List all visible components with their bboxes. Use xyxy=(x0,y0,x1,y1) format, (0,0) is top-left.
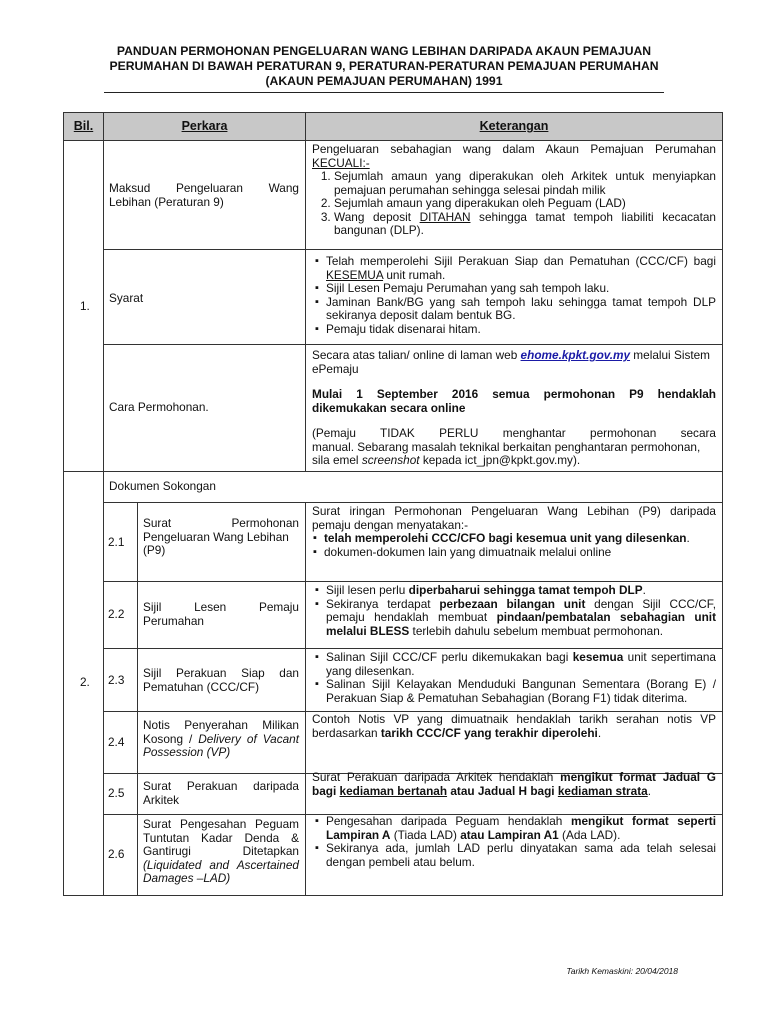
row-2-2-item-1 xyxy=(326,584,716,598)
header-keterangan-label: Keterangan xyxy=(479,119,549,133)
row-1b-item-2: ▪ Sijil Lesen Pemaju Perumahan yang sah tempoh laku. xyxy=(326,282,716,296)
row-2-5-num: 2.5 xyxy=(108,786,125,800)
row-2-6-item-2: ▪ Sekiranya ada, jumlah LAD perlu dinyatakan sama ada telah selesai dengan pembeli atau belum. xyxy=(326,842,716,869)
row-1a-item-1: 1. Sejumlah amaun yang diperakukan oleh Arkitek untuk menyiapkan pemajuan perumahan sehingga selesai pindah milik xyxy=(334,170,716,197)
row-2-3-perkara xyxy=(143,667,299,694)
header-perkara-label: Perkara xyxy=(181,119,228,133)
row-2-4-k-l1: Contoh Notis VP yang dimuatnaik hendaklah tarikh serahan notis VP xyxy=(312,712,716,726)
row-2-1-perkara-l1: Surat Permohonan xyxy=(143,516,299,530)
row-2-6-perkara-l3: Gantirugi Ditetapkan xyxy=(143,844,299,858)
title-line-2: PERUMAHAN DI BAWAH PERATURAN 9, PERATURAN-PERATURAN PEMAJUAN PERUMAHAN xyxy=(109,59,659,73)
section-1-number: 1. xyxy=(80,299,90,313)
row-1b-item-1 xyxy=(326,255,716,282)
row-1a-keterangan xyxy=(312,143,716,238)
row-2-1-item-1-bold: telah memperolehi CCC/CFO bagi kesemua unit yang dilesenkan xyxy=(324,531,687,545)
row-2-6-item-1-bold: mengikut format seperti Lampiran A xyxy=(326,814,716,842)
header-bil xyxy=(63,112,104,141)
row-2-2-item-2-bold2: pindaan/pembatalan sebahagian unit melalui BLESS xyxy=(326,610,716,638)
row-2-3-item-1-bold: kesemua xyxy=(572,650,624,664)
title-divider xyxy=(104,92,664,93)
row-2-2-item-2 xyxy=(326,598,716,639)
row-2-4-keterangan xyxy=(312,713,716,740)
ehome-link[interactable]: ehome.kpkt.gov.my xyxy=(520,348,631,362)
row-2-6-list xyxy=(312,815,716,869)
row-2-5-k-l1 xyxy=(312,771,716,785)
row-2-3-item-1 xyxy=(326,651,716,678)
row-1a-perkara xyxy=(109,182,299,196)
row-2-5-perkara-l2: Arkitek xyxy=(143,792,180,807)
row-2-2-item-2-post: terlebih dahulu sebelum membuat permohonan. xyxy=(409,623,664,638)
row-2-3-keterangan xyxy=(312,651,716,705)
row-1a-item-3 xyxy=(334,211,716,238)
row-2-2-perkara-l1: Sijil Lesen Pemaju xyxy=(143,600,299,614)
header-keterangan xyxy=(305,112,723,141)
row-2-1-keterangan xyxy=(312,505,716,559)
row-2-1-item-2: ▪ dokumen-dokumen lain yang dimuatnaik melalui online xyxy=(324,546,716,560)
row-1b-item-1-pre: Telah memperolehi Sijil Perakuan Siap dan Pematuhan (CCC/CF) bagi xyxy=(326,254,716,268)
row-2-3-item-1-pre: Salinan Sijil CCC/CF perlu dikemukakan bagi xyxy=(326,650,573,664)
title-line-1: PANDUAN PERMOHONAN PENGELUARAN WANG LEBIHAN DARIPADA AKAUN PEMAJUAN xyxy=(116,44,652,58)
row-2-4-perkara-l2-italic: Delivery of Vacant xyxy=(198,731,300,746)
row-2-2-item-2-bold: perbezaan bilangan unit xyxy=(439,596,586,611)
row-2-6-item-1-mid: (Tiada LAD) xyxy=(390,827,461,842)
title-line-3: (AKAUN PEMAJUAN PERUMAHAN) 1991 xyxy=(265,74,503,88)
row-2-1-perkara-l3: (P9) xyxy=(143,543,166,557)
row-2-1-perkara xyxy=(143,517,299,558)
row-2-5-k-l2-end: . xyxy=(647,783,651,798)
row-2-5-kediaman-bertanah: kediaman bertanah xyxy=(339,783,448,798)
row-2-5-k-l2-a: bagi xyxy=(312,783,340,798)
row-2-1-list xyxy=(312,532,716,559)
row-1c-screenshot: screenshot xyxy=(361,453,420,467)
row-2-2-item-2-pre: Sekiranya terdapat xyxy=(326,596,440,611)
row-2-2-item-1-post: . xyxy=(642,583,646,597)
row-1c-para-1 xyxy=(312,349,716,376)
row-2-6-perkara-l2: Tuntutan Kadar Denda & xyxy=(143,830,299,845)
row-2-3-perkara-l2: Pematuhan (CCC/CF) xyxy=(143,679,260,694)
row-2-2-num: 2.2 xyxy=(108,607,125,621)
row-1c-para-3-line3 xyxy=(312,454,716,468)
row-1b-item-3: ▪ Jaminan Bank/BG yang sah tempoh laku sehingga tamat tempoh DLP sekiranya deposit dalam bentuk BG. xyxy=(326,296,716,323)
row-2-4-num: 2.4 xyxy=(108,735,125,749)
row-2-4-k-l2-pre: berdasarkan xyxy=(312,725,381,740)
row-2-5-kediaman-strata: kediaman strata xyxy=(557,783,648,798)
row-2-6-item-1 xyxy=(326,815,716,842)
row-2-1-item-1-end: . xyxy=(686,531,690,545)
row-2-1-k-l2: pemaju dengan menyatakan:- xyxy=(312,517,469,532)
row-2-3-item-1-post: unit sepertimana yang dilesenkan. xyxy=(326,650,716,678)
row-2-6-num: 2.6 xyxy=(108,847,125,861)
row-2-6-keterangan xyxy=(312,815,716,869)
row-1a-kecuali: KECUALI:- xyxy=(312,155,370,170)
row-2-4-k-l2-bold: tarikh CCC/CF yang terakhir diperolehi xyxy=(380,725,598,740)
row-2-3-num: 2.3 xyxy=(108,673,125,687)
row-1a-intro: Pengeluaran sebahagian wang dalam Akaun Pemajuan Perumahan xyxy=(312,142,716,156)
section-2-number: 2. xyxy=(80,675,90,689)
document-title xyxy=(104,44,664,89)
row-2-2-perkara-l2: Perumahan xyxy=(143,613,204,628)
row-2-6-item-1-bold2: atau Lampiran A1 xyxy=(460,827,559,842)
row-2-4-perkara-l2 xyxy=(143,733,299,747)
row-1c-keterangan xyxy=(312,349,716,468)
row-1c-para-3-post: kepada ict_jpn@kpkt.gov.my). xyxy=(419,453,581,467)
row-2-6-item-1-post: (Ada LAD). xyxy=(558,827,621,842)
row-1b-perkara: Syarat xyxy=(109,291,144,305)
row-2-6-perkara-l4: (Liquidated and Ascertained xyxy=(143,857,299,872)
row-2-5-perkara xyxy=(143,780,299,807)
row-2-5-k-l1-bold: mengikut format Jadual G xyxy=(560,770,716,784)
row-2-5-k-l1-pre: Surat Perakuan daripada Arkitek hendaklah xyxy=(312,770,561,784)
row-1b-item-1-post: unit rumah. xyxy=(383,267,446,282)
row-2-4-perkara-l3: Possession (VP) xyxy=(143,745,231,759)
row-1a-item-2: 2. Sejumlah amaun yang diperakukan oleh Peguam (LAD) xyxy=(334,197,716,211)
row-2-2-item-1-pre: Sijil lesen perlu xyxy=(326,583,409,597)
row-1a-item-3-post: sehingga tamat tempoh liabiliti kecacatan bangunan (DLP). xyxy=(334,209,716,237)
row-2-6-perkara xyxy=(143,818,299,886)
row-2-1-num: 2.1 xyxy=(108,535,125,549)
row-1a-item-3-pre: Wang deposit xyxy=(334,209,420,224)
row-2-1-perkara-l2: Pengeluaran Wang Lebihan xyxy=(143,529,289,544)
row-1a-item-3-ditahan: DITAHAN xyxy=(419,209,471,224)
row-2-3-perkara-l1: Sijil Perakuan Siap dan xyxy=(143,666,299,680)
row-1c-para-3-line2: manual. Sebarang masalah teknikal berkaitan penghantaran permohonan, xyxy=(312,439,701,454)
row-2-5-k-l2 xyxy=(312,785,716,799)
row-1c-notice-line2: dikemukakan secara online xyxy=(312,400,466,415)
row-1c-notice-line1: Mulai 1 September 2016 semua permohonan P9 hendaklah xyxy=(312,387,716,401)
row-2-5-keterangan xyxy=(312,771,716,798)
row-2-4-perkara xyxy=(143,719,299,760)
row-2-2-keterangan xyxy=(312,584,716,638)
row-2-1-item-1 xyxy=(324,532,716,546)
row-1b-keterangan xyxy=(312,255,716,336)
row-2-6-perkara-l5: Damages –LAD) xyxy=(143,871,231,885)
row-2-3-list xyxy=(312,651,716,705)
row-2-2-item-2-mid: dengan Sijil CCC/CF, pemaju hendaklah membuat xyxy=(326,596,716,624)
row-1c-para-3-line1: (Pemaju TIDAK PERLU menghantar permohonan secara xyxy=(312,426,716,440)
header-bil-label: Bil. xyxy=(73,119,94,133)
row-1b-item-1-kesemua: KESEMUA xyxy=(326,267,384,282)
row-1c-para-1-pre: Secara atas talian/ online di laman web xyxy=(312,348,521,362)
row-1b-item-4: ▪ Pemaju tidak disenarai hitam. xyxy=(326,323,716,337)
row-2-6-item-1-pre: Pengesahan daripada Peguam hendaklah xyxy=(326,814,571,828)
row-2-4-perkara-l1: Notis Penyerahan Milikan xyxy=(143,718,299,732)
section-2-heading: Dokumen Sokongan xyxy=(109,479,216,493)
row-2-5-k-l2-b: atau Jadual H bagi xyxy=(447,783,558,798)
row-2-1-k-l1: Surat iringan Permohonan Pengeluaran Wang Lebihan (P9) daripada xyxy=(312,504,716,518)
row-1a-perkara-line2: Lebihan (Peraturan 9) xyxy=(109,195,224,209)
row-1c-para-1-post: melalui Sistem ePemaju xyxy=(312,348,711,376)
row-2-2-perkara xyxy=(143,601,299,628)
last-updated-date: Tarikh Kemaskini: 20/04/2018 xyxy=(566,966,678,976)
row-2-2-list xyxy=(312,584,716,638)
row-2-6-perkara-l1: Surat Pengesahan Peguam xyxy=(143,817,299,831)
row-2-4-k-l2 xyxy=(312,727,716,741)
row-2-4-perkara-l2-pre: Kosong / xyxy=(143,731,199,746)
row-1b-list xyxy=(312,255,716,336)
row-2-5-perkara-l1: Surat Perakuan daripada xyxy=(143,779,299,793)
row-2-3-item-2: ▪ Salinan Sijil Kelayakan Menduduki Bangunan Sementara (Borang E) / Perakuan Siap & Pematuhan Sebahagian (Borang F1) tidak diterima. xyxy=(326,678,716,705)
row-2-2-item-1-bold: diperbaharui sehingga tamat tempoh DLP xyxy=(408,583,643,597)
row-1a-list xyxy=(312,170,716,238)
header-perkara xyxy=(103,112,306,141)
row-2-4-k-l2-post: . xyxy=(597,725,602,740)
row-1a-perkara-line1: Maksud Pengeluaran Wang xyxy=(109,181,299,195)
row-1c-perkara: Cara Permohonan. xyxy=(109,400,209,414)
row-1c-para-3-pre: sila emel xyxy=(312,453,362,467)
